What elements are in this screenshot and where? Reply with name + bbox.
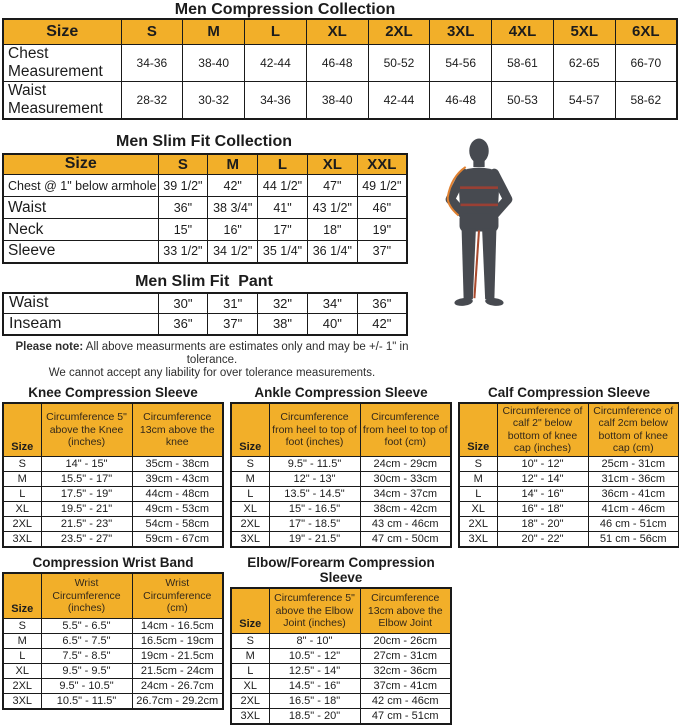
table-row [231,532,451,547]
table-cell: 59cm - 67cm [132,532,223,547]
table-cell: S [231,634,269,649]
size-column-header: Size [3,403,41,457]
table-cell: 9.5" - 11.5" [269,457,360,472]
table-row [3,487,223,502]
table-row [3,634,223,649]
table-cell: 14.5" - 16" [269,679,360,694]
table-cell: 16.5" - 18" [269,694,360,709]
column-header: 6XL [615,19,677,44]
table-cell: 2XL [231,694,269,709]
size-column-header: Size [231,403,269,457]
table-cell: 54cm - 58cm [132,517,223,532]
table-body [3,293,407,335]
table-cell: L [459,487,497,502]
table-cell: 34-36 [245,81,307,119]
table-cell: 51 cm - 56cm [588,532,679,547]
table-cell: L [3,487,41,502]
table-cell: 21.5cm - 24cm [132,664,223,679]
cm-column-header: Circumference from heel to top of foot (cm) [360,403,451,457]
table-cell: 12" - 14" [497,472,588,487]
men-slim-fit-pant-table [2,292,408,336]
table-cell: 31cm - 36cm [588,472,679,487]
table-cell: S [459,457,497,472]
table-cell: 42" [208,175,258,197]
table-cell: XL [3,502,41,517]
table-cell: 54-56 [430,44,492,81]
column-header: Size [3,154,158,175]
table-row [3,532,223,547]
table-cell: 38 3/4" [208,197,258,219]
header-row [231,588,451,634]
table-cell: 25cm - 31cm [588,457,679,472]
table-row [231,634,451,649]
table-body [3,44,677,119]
table-cell: L [231,664,269,679]
size-column-header: Size [231,588,269,634]
table-row [231,457,451,472]
knee-sleeve-title: Knee Compression Sleeve [28,384,198,400]
table-row [3,679,223,694]
table-row [231,664,451,679]
table-cell: 34 1/2" [208,241,258,263]
table-row [3,502,223,517]
column-header: S [158,154,208,175]
table-cell: 2XL [231,517,269,532]
size-column-header: Size [459,403,497,457]
table-cell: 2XL [459,517,497,532]
table-row [3,664,223,679]
column-header: L [245,19,307,44]
table-cell: 36" [158,197,208,219]
table-cell: 3XL [3,532,41,547]
table-cell: 14" - 16" [497,487,588,502]
table-cell: 36cm - 41cm [588,487,679,502]
table-cell: 12" - 13" [269,472,360,487]
inches-column-header: Circumference of calf 2" below bottom of knee cap (inches) [497,403,588,457]
table-cell: Waist Measurement [3,81,121,119]
table-row [3,219,407,241]
men-compression-table [2,18,678,120]
man-silhouette [438,138,520,310]
table-cell: 46 cm - 51cm [588,517,679,532]
table-cell: 47 cm - 51cm [360,709,451,724]
table-row [3,619,223,634]
table-cell: Chest Measurement [3,44,121,81]
table-cell: Chest @ 1" below armhole [3,175,158,197]
table-cell: 13.5" - 14.5" [269,487,360,502]
slim-fit-title: Men Slim Fit Collection [115,132,292,150]
table-row [459,487,679,502]
column-header: Size [3,19,121,44]
header-row [459,403,679,457]
inches-column-header: Circumference from heel to top of foot (inches) [269,403,360,457]
table-cell: 38-40 [306,81,368,119]
table-cell: 6.5" - 7.5" [41,634,132,649]
table-cell: 27cm - 31cm [360,649,451,664]
table-cell: 34-36 [121,44,183,81]
table-row [3,314,407,335]
table-cell: 2XL [3,517,41,532]
table-row [3,472,223,487]
table-cell: 3XL [459,532,497,547]
table-cell: 66-70 [615,44,677,81]
table-row [459,502,679,517]
table-cell: 54-57 [553,81,615,119]
table-cell: 3XL [231,532,269,547]
table-row [3,81,677,119]
table-body [3,457,223,547]
table-cell: 19cm - 21.5cm [132,649,223,664]
table-cell: 38-40 [183,44,245,81]
table-cell: Sleeve [3,241,158,263]
sleeve-tables-row-1 [2,385,679,548]
wrist-band-section [2,555,224,725]
empty-slot [458,555,673,725]
table-cell: 16.5cm - 19cm [132,634,223,649]
table-cell: M [3,634,41,649]
table-cell: M [459,472,497,487]
table-cell: 46" [357,197,407,219]
table-cell: 24cm - 26.7cm [132,679,223,694]
table-row [3,649,223,664]
elbow-sleeve-table [230,587,452,725]
table-cell: XL [3,664,41,679]
column-header: M [183,19,245,44]
table-cell: 14" - 15" [41,457,132,472]
table-cell: 58-61 [492,44,554,81]
table-cell: 34cm - 37cm [360,487,451,502]
table-cell: 37cm - 41cm [360,679,451,694]
inches-column-header: Circumference 5" above the Elbow Joint (inches) [269,588,360,634]
calf-sleeve-title: Calf Compression Sleeve [487,384,651,400]
table-cell: 10" - 12" [497,457,588,472]
table-body [231,457,451,547]
table-cell: 35 1/4" [258,241,308,263]
table-cell: 36" [158,314,208,335]
ankle-sleeve-section [230,385,452,548]
waist-measure-line [461,204,498,207]
table-cell: M [231,649,269,664]
calf-sleeve-table [458,402,679,548]
table-cell: 46-48 [430,81,492,119]
table-cell: 18" [307,219,357,241]
table-cell: Inseam [3,314,158,335]
size-column-header: Size [3,573,41,619]
table-row [459,517,679,532]
column-header: M [208,154,258,175]
table-row [3,694,223,709]
table-cell: 19" - 21.5" [269,532,360,547]
table-row [3,175,407,197]
table-row [3,241,407,263]
ankle-sleeve-title: Ankle Compression Sleeve [254,384,428,400]
wrist-band-table [2,572,224,710]
table-cell: 47 cm - 50cm [360,532,451,547]
table-cell: 32cm - 36cm [360,664,451,679]
chest-measure-line [460,186,498,189]
table-cell: 42-44 [368,81,430,119]
table-cell: 46-48 [306,44,368,81]
note-text: All above measurments are estimates only and may be +/- 1" in tolerance. [85,340,409,366]
table-cell: 19.5" - 21" [41,502,132,517]
table-cell: 10.5" - 12" [269,649,360,664]
table-cell: 42 cm - 46cm [360,694,451,709]
column-header: 4XL [492,19,554,44]
table-cell: M [3,472,41,487]
table-cell: 17.5" - 19" [41,487,132,502]
table-row [3,44,677,81]
table-cell: 12.5" - 14" [269,664,360,679]
table-row [3,517,223,532]
table-cell: 15.5" - 17" [41,472,132,487]
table-cell: 17" - 18.5" [269,517,360,532]
table-cell: 3XL [231,709,269,724]
cm-column-header: Wrist Circumference (cm) [132,573,223,619]
header-row [3,573,223,619]
table-cell: 18.5" - 20" [269,709,360,724]
table-cell: L [231,487,269,502]
slim-fit-section [0,133,679,380]
table-cell: 37" [208,314,258,335]
table-cell: 10.5" - 11.5" [41,694,132,709]
table-row [459,472,679,487]
man-silhouette-svg [438,138,520,310]
table-cell: 20" - 22" [497,532,588,547]
table-cell: 30" [158,293,208,314]
table-cell: 49cm - 53cm [132,502,223,517]
knee-sleeve-section [2,385,224,548]
table-cell: 15" [158,219,208,241]
column-header: XL [306,19,368,44]
table-cell: S [3,457,41,472]
cm-column-header: Circumference of calf 2cm below bottom of knee cap (cm) [588,403,679,457]
table-cell: 20cm - 26cm [360,634,451,649]
table-cell: 50-52 [368,44,430,81]
table-cell: 50-53 [492,81,554,119]
table-cell: 5.5" - 6.5" [41,619,132,634]
table-cell: 43 1/2" [307,197,357,219]
table-cell: 44cm - 48cm [132,487,223,502]
table-cell: 31" [208,293,258,314]
table-cell: 36 1/4" [307,241,357,263]
table-cell: 62-65 [553,44,615,81]
table-cell: 43 cm - 46cm [360,517,451,532]
table-cell: Waist [3,293,158,314]
table-cell: 33 1/2" [158,241,208,263]
table-cell: L [3,649,41,664]
table-cell: M [231,472,269,487]
table-cell: 32" [258,293,308,314]
column-header: XXL [357,154,407,175]
table-cell: 34" [307,293,357,314]
inches-column-header: Circumference 5" above the Knee (inches) [41,403,132,457]
table-cell: 36" [357,293,407,314]
table-cell: 8" - 10" [269,634,360,649]
table-cell: 41" [258,197,308,219]
table-cell: 7.5" - 8.5" [41,649,132,664]
table-body [3,619,223,709]
column-header: XL [307,154,357,175]
table-cell: 44 1/2" [258,175,308,197]
table-row [231,472,451,487]
table-row [231,679,451,694]
slim-fit-pant-title: Men Slim Fit Pant [135,272,273,290]
table-cell: S [3,619,41,634]
header-row [231,403,451,457]
table-cell: 26.7cm - 29.2cm [132,694,223,709]
table-cell: 16" - 18" [497,502,588,517]
table-body [459,457,679,547]
table-cell: 42-44 [245,44,307,81]
table-cell: Waist [3,197,158,219]
table-cell: 58-62 [615,81,677,119]
column-header: 5XL [553,19,615,44]
table-row [3,197,407,219]
inches-column-header: Wrist Circumference (inches) [41,573,132,619]
column-header: 3XL [430,19,492,44]
table-row [231,649,451,664]
table-cell: 14cm - 16.5cm [132,619,223,634]
table-cell: 24cm - 29cm [360,457,451,472]
table-cell: 9.5" - 10.5" [41,679,132,694]
table-cell: 35cm - 38cm [132,457,223,472]
table-cell: 39cm - 43cm [132,472,223,487]
table-cell: 38" [258,314,308,335]
table-row [231,517,451,532]
table-row [459,457,679,472]
table-row [3,293,407,314]
elbow-sleeve-title: Elbow/Forearm Compression Sleeve [247,554,435,585]
tolerance-note [0,341,424,380]
table-row [231,502,451,517]
table-cell: S [231,457,269,472]
table-cell: XL [231,502,269,517]
table-cell: 30cm - 33cm [360,472,451,487]
men-slim-fit-table [2,153,408,264]
table-row [3,457,223,472]
cm-column-header: Circumference 13cm above the knee [132,403,223,457]
table-row [231,487,451,502]
note-line-1 [0,341,424,367]
table-cell: 17" [258,219,308,241]
table-body [231,634,451,724]
header-row [3,403,223,457]
elbow-sleeve-section [230,555,452,725]
note-line-2: We cannot accept any liability for over tolerance measurements. [48,366,376,379]
knee-sleeve-table [2,402,224,548]
table-cell: 18" - 20" [497,517,588,532]
table-cell: 37" [357,241,407,263]
table-cell: 28-32 [121,81,183,119]
table-cell: 30-32 [183,81,245,119]
column-header: S [121,19,183,44]
wrist-band-title: Compression Wrist Band [32,554,194,570]
table-cell: 40" [307,314,357,335]
table-cell: 23.5" - 27" [41,532,132,547]
note-label: Please note: [15,340,84,353]
sleeve-tables-row-2 [2,555,679,725]
cm-column-header: Circumference 13cm above the Elbow Joint [360,588,451,634]
table-cell: 9.5" - 9.5" [41,664,132,679]
table-cell: 47" [307,175,357,197]
table-cell: 41cm - 46cm [588,502,679,517]
table-cell: 21.5" - 23" [41,517,132,532]
table-cell: 39 1/2" [158,175,208,197]
calf-sleeve-section [458,385,679,548]
table-cell: 38cm - 42cm [360,502,451,517]
table-row [231,694,451,709]
table-cell: 16" [208,219,258,241]
table-cell: 3XL [3,694,41,709]
table-cell: 42" [357,314,407,335]
column-header: 2XL [368,19,430,44]
table-cell: Neck [3,219,158,241]
header-row [3,154,407,175]
table-body [3,175,407,263]
table-cell: 2XL [3,679,41,694]
table-cell: 19" [357,219,407,241]
ankle-sleeve-table [230,402,452,548]
column-header: L [258,154,308,175]
table-cell: 49 1/2" [357,175,407,197]
table-row [231,709,451,724]
header-row [3,19,677,44]
men-compression-title: Men Compression Collection [174,1,396,18]
table-cell: XL [459,502,497,517]
table-row [459,532,679,547]
table-cell: XL [231,679,269,694]
table-cell: 15" - 16.5" [269,502,360,517]
